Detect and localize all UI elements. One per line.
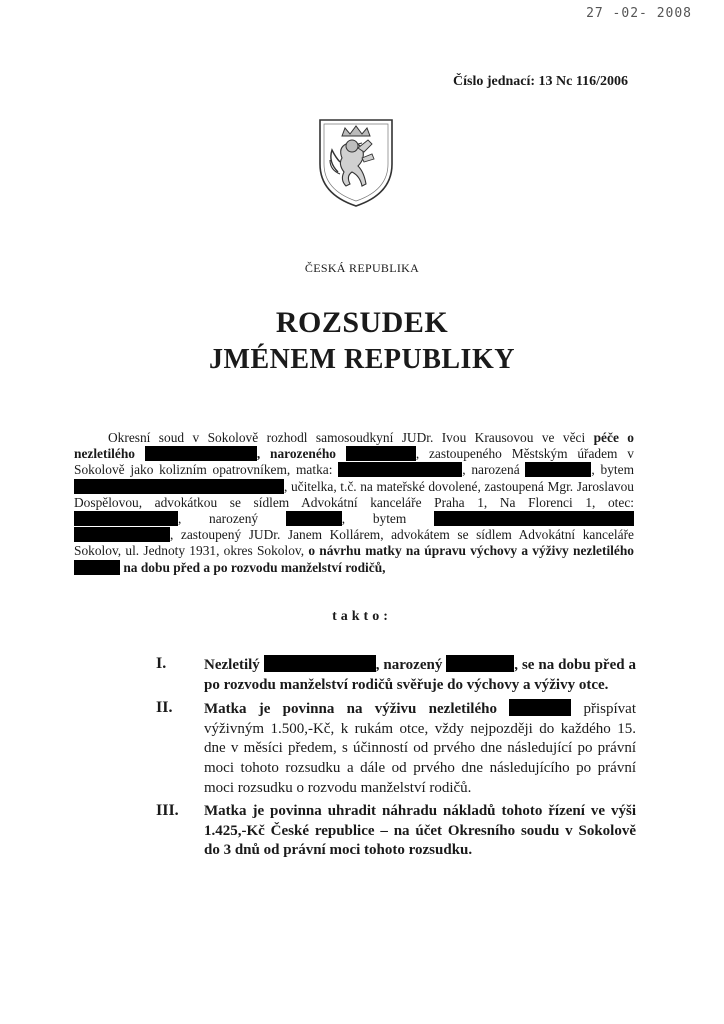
case-reference: Číslo jednací: 13 Nc 116/2006	[453, 74, 628, 89]
intro-text-6: , bytem	[591, 462, 634, 478]
document-subtitle: JMÉNEM REPUBLIKY	[209, 344, 515, 375]
verdict-text-part: Matka je povinna na výživu nezletilého	[204, 701, 497, 718]
redaction-bar	[264, 655, 376, 672]
verdict-text-part: , se na dobu před a po rozvodu manželství rodičů svěřuje do výchovy a výživy otce.	[204, 657, 637, 693]
redaction-bar	[74, 511, 178, 526]
received-date-stamp: 27 -02- 2008	[586, 6, 692, 21]
intro-text-3: , narozeného	[256, 446, 336, 462]
intro-text-9: , bytem	[341, 511, 407, 527]
redaction-bar	[509, 699, 571, 716]
document-title: ROZSUDEK	[275, 306, 449, 339]
redaction-bar	[145, 446, 257, 461]
redaction-bar	[434, 511, 634, 526]
intro-paragraph	[74, 430, 634, 576]
czech-coat-of-arms-icon	[316, 114, 396, 210]
redaction-bar	[74, 560, 120, 575]
verdict-text	[204, 699, 636, 798]
country-heading: ČESKÁ REPUBLIKA	[304, 261, 420, 275]
verdict-list	[156, 655, 636, 865]
redaction-bar	[346, 446, 416, 461]
verdict-number: I.	[156, 655, 167, 672]
verdict-text-part: přispívat výživným 1.500,-Kč, k rukám otce, vždy nejpozději do každého 15. dne v měsíci předem, s účinností od prvého dne následující po právní moci tohoto rozsudku a dále od prvého dne následujícího po právní moci rozsudku o rozvodu manželství rodičů.	[204, 701, 637, 796]
intro-text-11: o návrhu matky na úpravu výchovy a výživy nezletilého	[308, 543, 634, 559]
intro-text-12: na dobu před a po rozvodu manželství rodičů,	[123, 559, 386, 575]
verdict-text	[204, 655, 636, 695]
intro-text-8: , narozený	[178, 511, 259, 527]
verdict-item-2	[156, 699, 636, 798]
verdict-item-3	[156, 802, 636, 861]
verdict-text-part: , narozený	[375, 657, 443, 673]
intro-text-2: péče o nezletilého	[74, 430, 634, 462]
redaction-bar	[446, 655, 514, 672]
intro-text-10: , zastoupený JUDr. Janem Kollárem, advokátem se sídlem Advokátní kanceláře Sokolov, ul. Jednoty 1931, okres Sokolov,	[74, 527, 634, 559]
redaction-bar	[74, 527, 170, 542]
takto-label: takto:	[332, 609, 392, 624]
redaction-bar	[286, 511, 342, 526]
intro-text-5: , narozená	[462, 462, 520, 478]
redaction-bar	[338, 462, 462, 477]
redaction-bar	[525, 462, 591, 477]
verdict-text-part: Matka je povinna uhradit náhradu nákladů tohoto řízení ve výši 1.425,-Kč České republice – na účet Okresního soudu v Sokolově do 3 dnů od právní moci tohoto rozsudku.	[204, 803, 636, 859]
redaction-bar	[74, 479, 284, 494]
verdict-number: III.	[156, 802, 179, 820]
intro-text-7: , učitelka, t.č. na mateřské dovolené, zastoupená Mgr. Jaroslavou Dospělovou, advokátkou se sídlem Advokátní kanceláře Praha 1, Na Florenci 1, otec:	[74, 478, 634, 510]
verdict-item-1	[156, 655, 636, 695]
verdict-text-part: Nezletilý	[204, 657, 260, 673]
intro-text-1: Okresní soud v Sokolově rozhodl samosoudkyní JUDr. Ivou Krausovou ve věci	[108, 430, 594, 445]
intro-text-4: , zastoupeného Městským úřadem v Sokolově jako kolizním opatrovníkem, matka:	[74, 446, 635, 478]
verdict-text	[204, 802, 636, 861]
verdict-number: II.	[156, 699, 173, 717]
